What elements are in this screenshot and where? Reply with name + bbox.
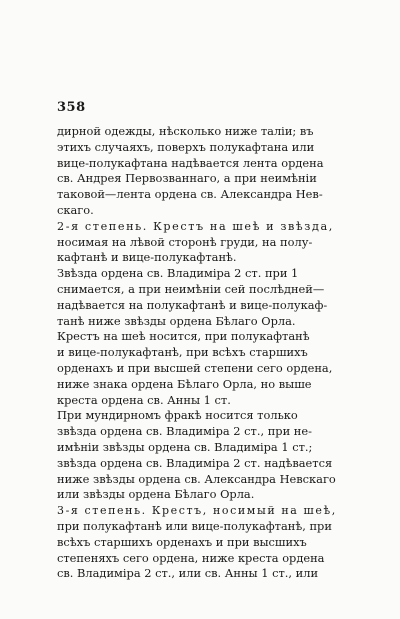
text-line: орденахъ и при высшей степени сего ордена, bbox=[57, 360, 333, 375]
text-line: танѣ ниже звѣзды ордена Бѣлаго Орла. bbox=[57, 313, 296, 328]
text-line: имѣніи звѣзды ордена св. Владиміра 1 ст.; bbox=[57, 439, 313, 454]
text-line: ниже звѣзды ордена св. Александра Невскаго bbox=[57, 471, 336, 486]
text-line: 2-я степень. Крестъ на шеѣ и звѣзда, bbox=[57, 219, 334, 233]
text-line: звѣзда ордена св. Владиміра 2 ст., при не- bbox=[57, 424, 312, 439]
text-line: ниже знака ордена Бѣлаго Орла, но выше bbox=[57, 376, 312, 391]
text-line: Крестъ на шеѣ носится, при полукафтанѣ bbox=[57, 329, 310, 344]
text-line: кафтанѣ и вице-полукафтанѣ. bbox=[57, 250, 237, 265]
text-line: 3-я степень. Крестъ, носимый на шеѣ, bbox=[57, 504, 337, 518]
text-line: вице-полукафтана надѣвается лента ордена bbox=[57, 155, 324, 170]
text-line: дирной одежды, нѣсколько ниже таліи; въ bbox=[57, 124, 314, 138]
text-line: св. Владиміра 2 ст., или св. Анны 1 ст., или bbox=[57, 566, 319, 581]
text-line: степеняхъ сего ордена, ниже креста ордена bbox=[57, 550, 325, 565]
text-line: скаго. bbox=[57, 202, 94, 217]
text-line: этихъ случаяхъ, поверхъ полукафтана или bbox=[57, 139, 315, 154]
text-line: св. Андрея Первозваннаго, а при неимѣніи bbox=[57, 171, 317, 186]
text-line: или звѣзды ордена Бѣлаго Орла. bbox=[57, 487, 255, 502]
body-text bbox=[57, 124, 337, 582]
text-line: и вице-полукафтанѣ, при всѣхъ старшихъ bbox=[57, 345, 308, 360]
text-line: при полукафтанѣ или вице-полукафтанѣ, при bbox=[57, 518, 332, 533]
text-line: всѣхъ старшихъ орденахъ и при высшихъ bbox=[57, 534, 307, 549]
text-line: При мундирномъ фракѣ носится только bbox=[57, 408, 298, 423]
text-line: Звѣзда ордена св. Владиміра 2 ст. при 1 bbox=[57, 266, 299, 281]
text-line: звѣзда ордена св. Владиміра 2 ст. надѣвается bbox=[57, 455, 333, 470]
page-number: 358 bbox=[57, 100, 86, 115]
text-line: креста ордена св. Анны 1 ст. bbox=[57, 392, 231, 407]
text-line: надѣвается на полукафтанѣ и вице-полукаф- bbox=[57, 297, 328, 312]
text-line: таковой—лента ордена св. Александра Нев- bbox=[57, 187, 323, 202]
text-line: снимается, а при неимѣніи сей послѣдней— bbox=[57, 281, 325, 296]
text-line: носимая на лѣвой сторонѣ груди, на полу- bbox=[57, 234, 313, 249]
